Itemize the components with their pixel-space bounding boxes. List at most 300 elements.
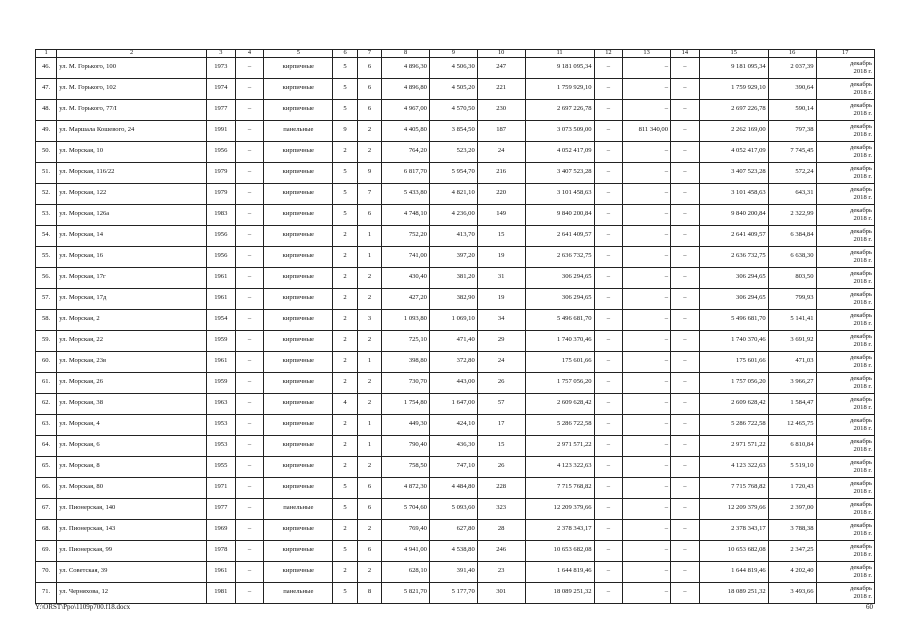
total-area-cell: 758,50 <box>382 456 430 477</box>
year-cell: 1971 <box>206 477 235 498</box>
col13-cell: – <box>623 288 671 309</box>
row-number-cell: 66. <box>36 477 57 498</box>
period-month: декабрь <box>850 522 872 530</box>
col12-cell: – <box>594 498 623 519</box>
floors-cell: 2 <box>333 141 357 162</box>
total-cost-cell: 12 209 379,66 <box>699 498 768 519</box>
residents-cell: 34 <box>477 309 525 330</box>
residents-cell: 230 <box>477 99 525 120</box>
period-month: декабрь <box>850 375 872 383</box>
column-header: 1 <box>36 50 57 58</box>
cost-cell: 2 378 343,17 <box>525 519 594 540</box>
total-cost-cell: 1 740 370,46 <box>699 330 768 351</box>
total-area-cell: 427,20 <box>382 288 430 309</box>
table-row <box>36 456 875 477</box>
residents-cell: 247 <box>477 57 525 78</box>
total-cost-cell: 7 715 768,82 <box>699 477 768 498</box>
period-year: 2018 г. <box>853 172 872 180</box>
entrances-cell: 1 <box>357 414 381 435</box>
floors-cell: 2 <box>333 309 357 330</box>
period-cell <box>816 414 875 435</box>
living-area-cell: 747,10 <box>429 456 477 477</box>
year-cell: 1979 <box>206 162 235 183</box>
column-number-header <box>36 50 875 58</box>
page-number: 60 <box>866 603 873 611</box>
table-row <box>36 351 875 372</box>
entrances-cell: 6 <box>357 204 381 225</box>
residents-cell: 246 <box>477 540 525 561</box>
period-year: 2018 г. <box>853 214 872 222</box>
residents-cell: 31 <box>477 267 525 288</box>
living-area-cell: 4 236,00 <box>429 204 477 225</box>
living-area-cell: 372,80 <box>429 351 477 372</box>
year-cell: 1977 <box>206 498 235 519</box>
period-month: декабрь <box>850 60 872 68</box>
living-area-cell: 1 647,00 <box>429 393 477 414</box>
residents-cell: 228 <box>477 477 525 498</box>
period-year: 2018 г. <box>853 235 872 243</box>
total-area-cell: 628,10 <box>382 561 430 582</box>
entrances-cell: 7 <box>357 183 381 204</box>
period-year: 2018 г. <box>853 424 872 432</box>
period-month: декабрь <box>850 249 872 257</box>
table-row <box>36 225 875 246</box>
address-cell: ул. Морская, 22 <box>57 330 207 351</box>
entrances-cell: 9 <box>357 162 381 183</box>
col4-cell: – <box>235 435 264 456</box>
row-number-cell: 49. <box>36 120 57 141</box>
table-row <box>36 204 875 225</box>
total-area-cell: 398,80 <box>382 351 430 372</box>
material-cell: кирпичные <box>264 162 333 183</box>
entrances-cell: 2 <box>357 288 381 309</box>
total-area-cell: 4 872,30 <box>382 477 430 498</box>
total-cost-cell: 1 759 929,10 <box>699 78 768 99</box>
residents-cell: 24 <box>477 141 525 162</box>
material-cell: кирпичные <box>264 456 333 477</box>
total-area-cell: 6 817,70 <box>382 162 430 183</box>
col14-cell: – <box>671 540 700 561</box>
address-cell: ул. Морская, 14 <box>57 225 207 246</box>
total-cost-cell: 3 101 458,63 <box>699 183 768 204</box>
address-cell: ул. Морская, 8 <box>57 456 207 477</box>
col4-cell: – <box>235 204 264 225</box>
col12-cell: – <box>594 162 623 183</box>
period-cell <box>816 561 875 582</box>
table-row <box>36 99 875 120</box>
row-number-cell: 46. <box>36 57 57 78</box>
material-cell: панельные <box>264 582 333 603</box>
cost-cell: 5 286 722,58 <box>525 414 594 435</box>
floors-cell: 2 <box>333 456 357 477</box>
material-cell: кирпичные <box>264 477 333 498</box>
entrances-cell: 6 <box>357 78 381 99</box>
col13-cell: – <box>623 435 671 456</box>
material-cell: кирпичные <box>264 141 333 162</box>
year-cell: 1973 <box>206 57 235 78</box>
col14-cell: – <box>671 498 700 519</box>
residents-cell: 17 <box>477 414 525 435</box>
table-row <box>36 330 875 351</box>
cost-per-m2-cell: 590,14 <box>768 99 816 120</box>
cost-cell: 7 715 768,82 <box>525 477 594 498</box>
material-cell: кирпичные <box>264 78 333 99</box>
floors-cell: 5 <box>333 57 357 78</box>
col13-cell: – <box>623 78 671 99</box>
col14-cell: – <box>671 78 700 99</box>
address-cell: ул. Морская, 4 <box>57 414 207 435</box>
col13-cell: – <box>623 267 671 288</box>
col13-cell: – <box>623 246 671 267</box>
col12-cell: – <box>594 351 623 372</box>
col12-cell: – <box>594 582 623 603</box>
col4-cell: – <box>235 183 264 204</box>
living-area-cell: 471,40 <box>429 330 477 351</box>
period-year: 2018 г. <box>853 592 872 600</box>
floors-cell: 4 <box>333 393 357 414</box>
col4-cell: – <box>235 330 264 351</box>
col4-cell: – <box>235 99 264 120</box>
total-area-cell: 725,10 <box>382 330 430 351</box>
address-cell: ул. М. Горького, 102 <box>57 78 207 99</box>
period-year: 2018 г. <box>853 403 872 411</box>
period-cell <box>816 456 875 477</box>
col13-cell: – <box>623 204 671 225</box>
total-area-cell: 4 941,00 <box>382 540 430 561</box>
cost-per-m2-cell: 2 037,39 <box>768 57 816 78</box>
total-area-cell: 764,20 <box>382 141 430 162</box>
cost-per-m2-cell: 803,50 <box>768 267 816 288</box>
col12-cell: – <box>594 393 623 414</box>
table-row <box>36 561 875 582</box>
period-month: декабрь <box>850 123 872 131</box>
col12-cell: – <box>594 141 623 162</box>
living-area-cell: 413,70 <box>429 225 477 246</box>
entrances-cell: 2 <box>357 372 381 393</box>
year-cell: 1953 <box>206 414 235 435</box>
floors-cell: 2 <box>333 288 357 309</box>
address-cell: ул. Морская, 17г <box>57 267 207 288</box>
period-year: 2018 г. <box>853 508 872 516</box>
period-month: декабрь <box>850 312 872 320</box>
residents-cell: 19 <box>477 288 525 309</box>
entrances-cell: 3 <box>357 309 381 330</box>
floors-cell: 2 <box>333 246 357 267</box>
col12-cell: – <box>594 477 623 498</box>
living-area-cell: 5 177,70 <box>429 582 477 603</box>
entrances-cell: 1 <box>357 225 381 246</box>
address-cell: ул. Морская, 126а <box>57 204 207 225</box>
residents-cell: 15 <box>477 225 525 246</box>
entrances-cell: 2 <box>357 330 381 351</box>
residents-cell: 216 <box>477 162 525 183</box>
cost-cell: 1 644 819,46 <box>525 561 594 582</box>
cost-per-m2-cell: 572,24 <box>768 162 816 183</box>
table-row <box>36 435 875 456</box>
total-area-cell: 430,40 <box>382 267 430 288</box>
row-number-cell: 71. <box>36 582 57 603</box>
col14-cell: – <box>671 141 700 162</box>
period-cell <box>816 330 875 351</box>
row-number-cell: 52. <box>36 183 57 204</box>
year-cell: 1956 <box>206 225 235 246</box>
total-area-cell: 5 821,70 <box>382 582 430 603</box>
year-cell: 1974 <box>206 78 235 99</box>
material-cell: панельные <box>264 498 333 519</box>
floors-cell: 5 <box>333 183 357 204</box>
total-cost-cell: 4 052 417,09 <box>699 141 768 162</box>
total-cost-cell: 10 653 682,08 <box>699 540 768 561</box>
period-cell <box>816 162 875 183</box>
total-cost-cell: 5 286 722,58 <box>699 414 768 435</box>
year-cell: 1959 <box>206 372 235 393</box>
cost-cell: 18 089 251,32 <box>525 582 594 603</box>
address-cell: ул. Пионерская, 143 <box>57 519 207 540</box>
table-row <box>36 477 875 498</box>
col13-cell: – <box>623 582 671 603</box>
cost-per-m2-cell: 5 141,41 <box>768 309 816 330</box>
column-header: 15 <box>699 50 768 58</box>
residents-cell: 26 <box>477 456 525 477</box>
period-year: 2018 г. <box>853 151 872 159</box>
floors-cell: 5 <box>333 582 357 603</box>
cost-cell: 4 123 322,63 <box>525 456 594 477</box>
col13-cell: – <box>623 393 671 414</box>
col14-cell: – <box>671 309 700 330</box>
row-number-cell: 64. <box>36 435 57 456</box>
total-cost-cell: 175 601,66 <box>699 351 768 372</box>
living-area-cell: 627,80 <box>429 519 477 540</box>
address-cell: ул. Советская, 39 <box>57 561 207 582</box>
row-number-cell: 65. <box>36 456 57 477</box>
address-cell: ул. Морская, 2 <box>57 309 207 330</box>
row-number-cell: 58. <box>36 309 57 330</box>
period-cell <box>816 288 875 309</box>
col14-cell: – <box>671 414 700 435</box>
period-cell <box>816 435 875 456</box>
cost-per-m2-cell: 6 810,84 <box>768 435 816 456</box>
col12-cell: – <box>594 267 623 288</box>
row-number-cell: 70. <box>36 561 57 582</box>
col14-cell: – <box>671 477 700 498</box>
col4-cell: – <box>235 582 264 603</box>
cost-per-m2-cell: 1 720,43 <box>768 477 816 498</box>
material-cell: кирпичные <box>264 204 333 225</box>
table-row <box>36 267 875 288</box>
material-cell: кирпичные <box>264 561 333 582</box>
row-number-cell: 69. <box>36 540 57 561</box>
col12-cell: – <box>594 435 623 456</box>
floors-cell: 5 <box>333 540 357 561</box>
cost-cell: 175 601,66 <box>525 351 594 372</box>
residents-cell: 23 <box>477 561 525 582</box>
entrances-cell: 2 <box>357 120 381 141</box>
period-year: 2018 г. <box>853 466 872 474</box>
row-number-cell: 57. <box>36 288 57 309</box>
col4-cell: – <box>235 372 264 393</box>
col14-cell: – <box>671 162 700 183</box>
material-cell: кирпичные <box>264 540 333 561</box>
period-cell <box>816 141 875 162</box>
col4-cell: – <box>235 225 264 246</box>
col4-cell: – <box>235 120 264 141</box>
address-cell: ул. Маршала Кошевого, 24 <box>57 120 207 141</box>
total-cost-cell: 2 609 628,42 <box>699 393 768 414</box>
col13-cell: – <box>623 456 671 477</box>
address-cell: ул. Морская, 17д <box>57 288 207 309</box>
address-cell: ул. Морская, 6 <box>57 435 207 456</box>
year-cell: 1979 <box>206 183 235 204</box>
year-cell: 1954 <box>206 309 235 330</box>
col13-cell: – <box>623 519 671 540</box>
row-number-cell: 55. <box>36 246 57 267</box>
year-cell: 1961 <box>206 351 235 372</box>
table-row <box>36 141 875 162</box>
cost-per-m2-cell: 4 202,40 <box>768 561 816 582</box>
year-cell: 1955 <box>206 456 235 477</box>
col12-cell: – <box>594 309 623 330</box>
living-area-cell: 3 854,50 <box>429 120 477 141</box>
period-year: 2018 г. <box>853 382 872 390</box>
col4-cell: – <box>235 519 264 540</box>
cost-cell: 1 757 056,20 <box>525 372 594 393</box>
col4-cell: – <box>235 351 264 372</box>
col4-cell: – <box>235 498 264 519</box>
cost-cell: 12 209 379,66 <box>525 498 594 519</box>
cost-cell: 2 641 409,57 <box>525 225 594 246</box>
cost-per-m2-cell: 471,03 <box>768 351 816 372</box>
period-cell <box>816 204 875 225</box>
residents-cell: 187 <box>477 120 525 141</box>
living-area-cell: 5 093,60 <box>429 498 477 519</box>
col14-cell: – <box>671 99 700 120</box>
address-cell: ул. Морская, 23в <box>57 351 207 372</box>
row-number-cell: 53. <box>36 204 57 225</box>
period-cell <box>816 477 875 498</box>
column-header: 13 <box>623 50 671 58</box>
period-year: 2018 г. <box>853 277 872 285</box>
row-number-cell: 50. <box>36 141 57 162</box>
period-month: декабрь <box>850 585 872 593</box>
address-cell: ул. Пионерская, 140 <box>57 498 207 519</box>
cost-per-m2-cell: 2 347,25 <box>768 540 816 561</box>
total-area-cell: 1 754,80 <box>382 393 430 414</box>
year-cell: 1981 <box>206 582 235 603</box>
col14-cell: – <box>671 456 700 477</box>
cost-per-m2-cell: 3 493,66 <box>768 582 816 603</box>
table-row <box>36 288 875 309</box>
entrances-cell: 6 <box>357 498 381 519</box>
total-cost-cell: 2 262 169,00 <box>699 120 768 141</box>
year-cell: 1961 <box>206 288 235 309</box>
living-area-cell: 4 506,30 <box>429 57 477 78</box>
total-cost-cell: 306 294,65 <box>699 267 768 288</box>
table-row <box>36 372 875 393</box>
col12-cell: – <box>594 414 623 435</box>
column-header: 14 <box>671 50 700 58</box>
period-month: декабрь <box>850 102 872 110</box>
period-cell <box>816 99 875 120</box>
col13-cell: – <box>623 225 671 246</box>
table-row <box>36 582 875 603</box>
row-number-cell: 63. <box>36 414 57 435</box>
col4-cell: – <box>235 309 264 330</box>
cost-cell: 3 073 509,00 <box>525 120 594 141</box>
period-year: 2018 г. <box>853 256 872 264</box>
col13-cell: – <box>623 309 671 330</box>
table-row <box>36 540 875 561</box>
year-cell: 1991 <box>206 120 235 141</box>
col4-cell: – <box>235 477 264 498</box>
cost-per-m2-cell: 1 584,47 <box>768 393 816 414</box>
column-header: 11 <box>525 50 594 58</box>
period-month: декабрь <box>850 291 872 299</box>
period-year: 2018 г. <box>853 319 872 327</box>
column-header: 5 <box>264 50 333 58</box>
period-cell <box>816 582 875 603</box>
table-row <box>36 246 875 267</box>
entrances-cell: 1 <box>357 246 381 267</box>
period-month: декабрь <box>850 564 872 572</box>
cost-cell: 1 759 929,10 <box>525 78 594 99</box>
material-cell: панельные <box>264 120 333 141</box>
period-cell <box>816 57 875 78</box>
col13-cell: – <box>623 477 671 498</box>
address-cell: ул. Пионерская, 99 <box>57 540 207 561</box>
col13-cell: – <box>623 540 671 561</box>
period-cell <box>816 393 875 414</box>
cost-cell: 3 407 523,28 <box>525 162 594 183</box>
year-cell: 1977 <box>206 99 235 120</box>
residents-cell: 323 <box>477 498 525 519</box>
entrances-cell: 2 <box>357 519 381 540</box>
entrances-cell: 2 <box>357 456 381 477</box>
living-area-cell: 4 484,80 <box>429 477 477 498</box>
table-row <box>36 162 875 183</box>
floors-cell: 5 <box>333 162 357 183</box>
floors-cell: 2 <box>333 414 357 435</box>
residents-cell: 26 <box>477 372 525 393</box>
cost-per-m2-cell: 3 966,27 <box>768 372 816 393</box>
period-month: декабрь <box>850 333 872 341</box>
col14-cell: – <box>671 372 700 393</box>
address-cell: ул. Черняхова, 12 <box>57 582 207 603</box>
living-area-cell: 391,40 <box>429 561 477 582</box>
col4-cell: – <box>235 162 264 183</box>
period-cell <box>816 372 875 393</box>
col4-cell: – <box>235 141 264 162</box>
cost-cell: 2 609 628,42 <box>525 393 594 414</box>
table-row <box>36 498 875 519</box>
col12-cell: – <box>594 330 623 351</box>
row-number-cell: 61. <box>36 372 57 393</box>
table-row <box>36 309 875 330</box>
col12-cell: – <box>594 540 623 561</box>
year-cell: 1978 <box>206 540 235 561</box>
floors-cell: 2 <box>333 225 357 246</box>
col14-cell: – <box>671 246 700 267</box>
col12-cell: – <box>594 78 623 99</box>
address-cell: ул. Морская, 80 <box>57 477 207 498</box>
col14-cell: – <box>671 288 700 309</box>
floors-cell: 5 <box>333 498 357 519</box>
living-area-cell: 436,30 <box>429 435 477 456</box>
period-month: декабрь <box>850 438 872 446</box>
living-area-cell: 381,20 <box>429 267 477 288</box>
table-row <box>36 393 875 414</box>
material-cell: кирпичные <box>264 99 333 120</box>
entrances-cell: 1 <box>357 435 381 456</box>
